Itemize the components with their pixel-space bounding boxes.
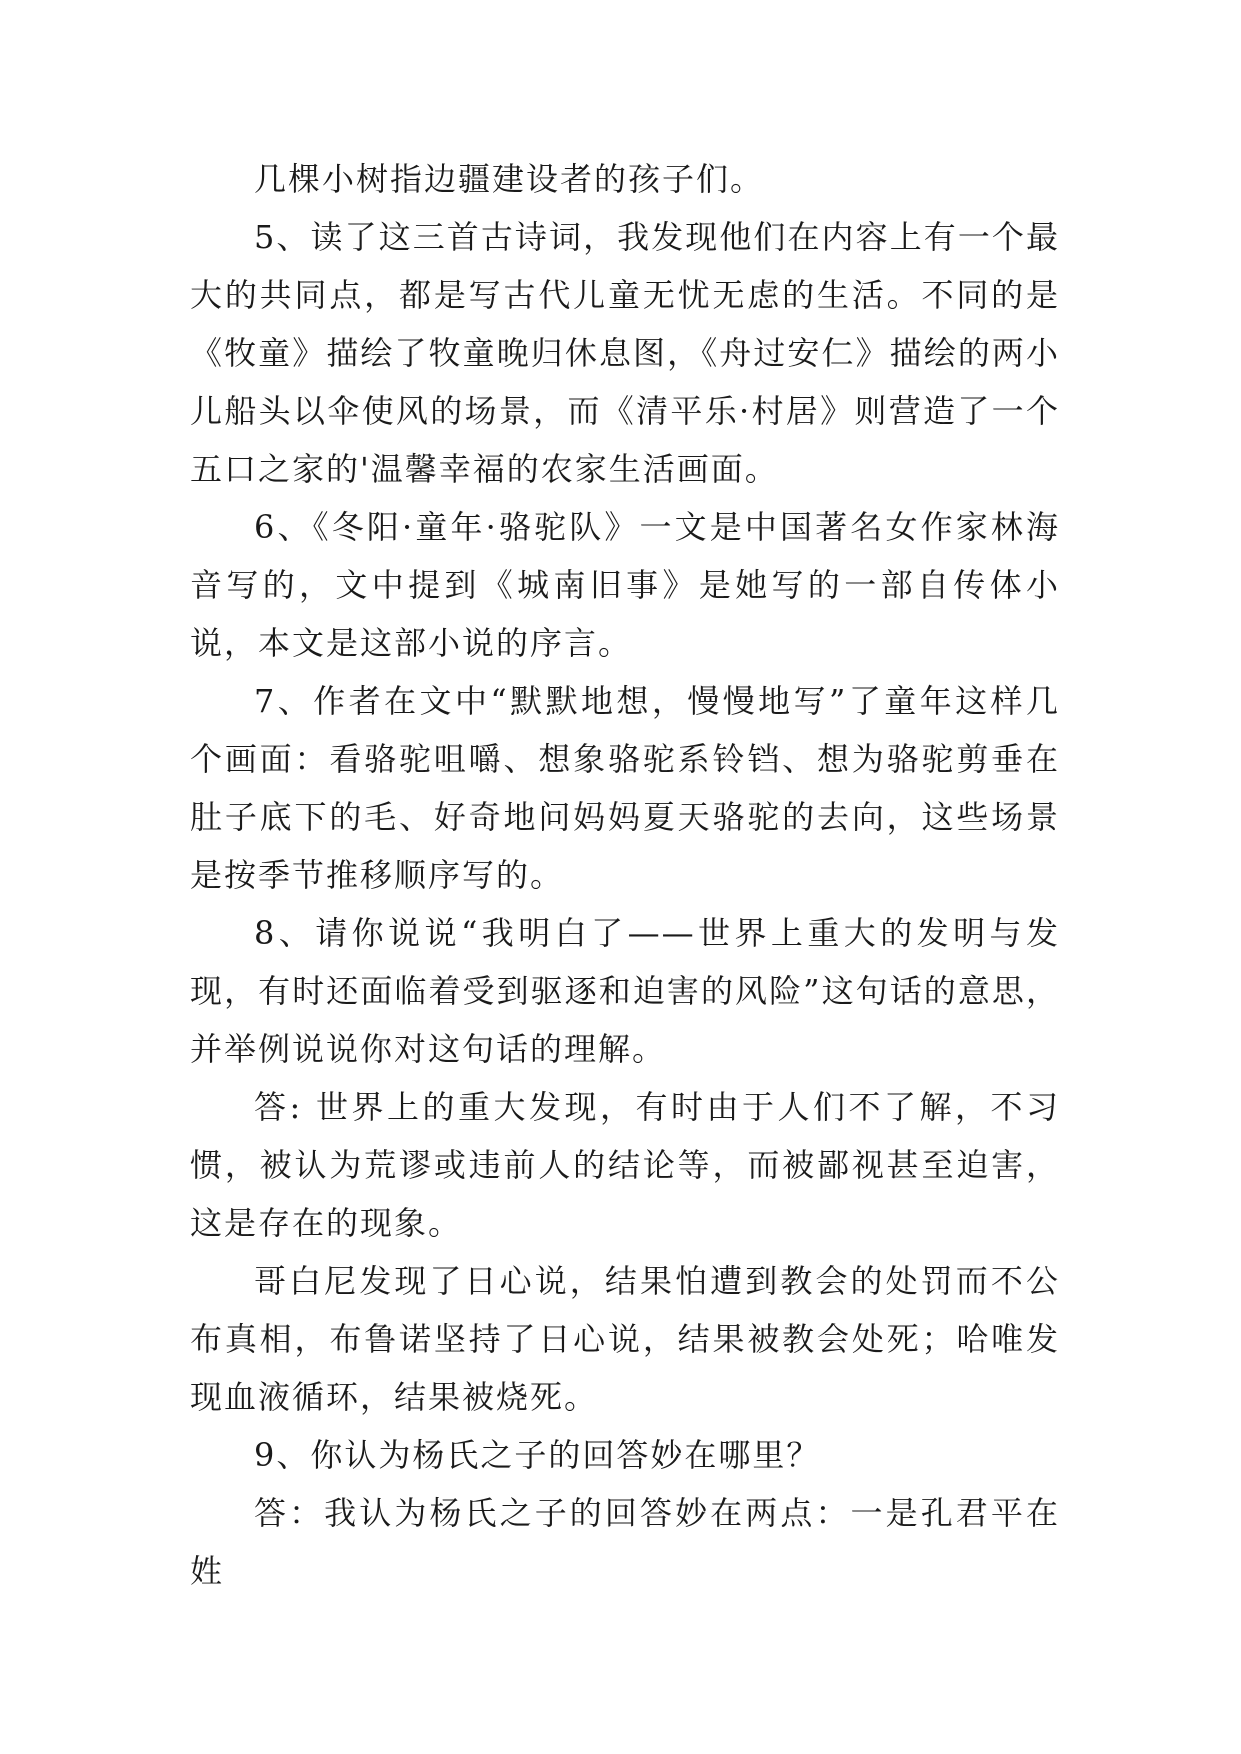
paragraph-5: 8、请你说说“我明白了——世界上重大的发明与发现，有时还面临着受到驱逐和迫害的风险”这句话的意思，并举例说说你对这句话的理解。: [190, 914, 1060, 1068]
paragraph-3: 6、《冬阳·童年·骆驼队》一文是中国著名女作家林海音写的，文中提到《城南旧事》是她写的一部自传体小说，本文是这部小说的序言。: [190, 508, 1060, 662]
document-page: [190, 150, 1060, 1600]
paragraph-9: 答：我认为杨氏之子的回答妙在两点：一是孔君平在姓: [190, 1494, 1060, 1590]
paragraph-7: 哥白尼发现了日心说，结果怕遭到教会的处罚而不公布真相，布鲁诺坚持了日心说，结果被教会处死；哈唯发现血液循环，结果被烧死。: [190, 1262, 1060, 1416]
paragraph-8: 9、你认为杨氏之子的回答妙在哪里？: [254, 1436, 821, 1474]
paragraph-1: 几棵小树指边疆建设者的孩子们。: [254, 160, 765, 198]
paragraph-6: 答: 世界上的重大发现，有时由于人们不了解，不习惯，被认为荒谬或违前人的结论等，而被鄙视甚至迫害，这是存在的现象。: [190, 1088, 1060, 1242]
paragraph-2: 5、读了这三首古诗词，我发现他们在内容上有一个最大的共同点，都是写古代儿童无忧无虑的生活。不同的是《牧童》描绘了牧童晚归休息图，《舟过安仁》描绘的两小儿船头以伞使风的场景，而《清平乐·村居》则营造了一个五口之家的'温馨幸福的农家生活画面。: [190, 218, 1060, 488]
paragraph-4: 7、作者在文中“默默地想，慢慢地写”了童年这样几个画面：看骆驼咀嚼、想象骆驼系铃铛、想为骆驼剪垂在肚子底下的毛、好奇地问妈妈夏天骆驼的去向，这些场景是按季节推移顺序写的。: [190, 682, 1060, 894]
